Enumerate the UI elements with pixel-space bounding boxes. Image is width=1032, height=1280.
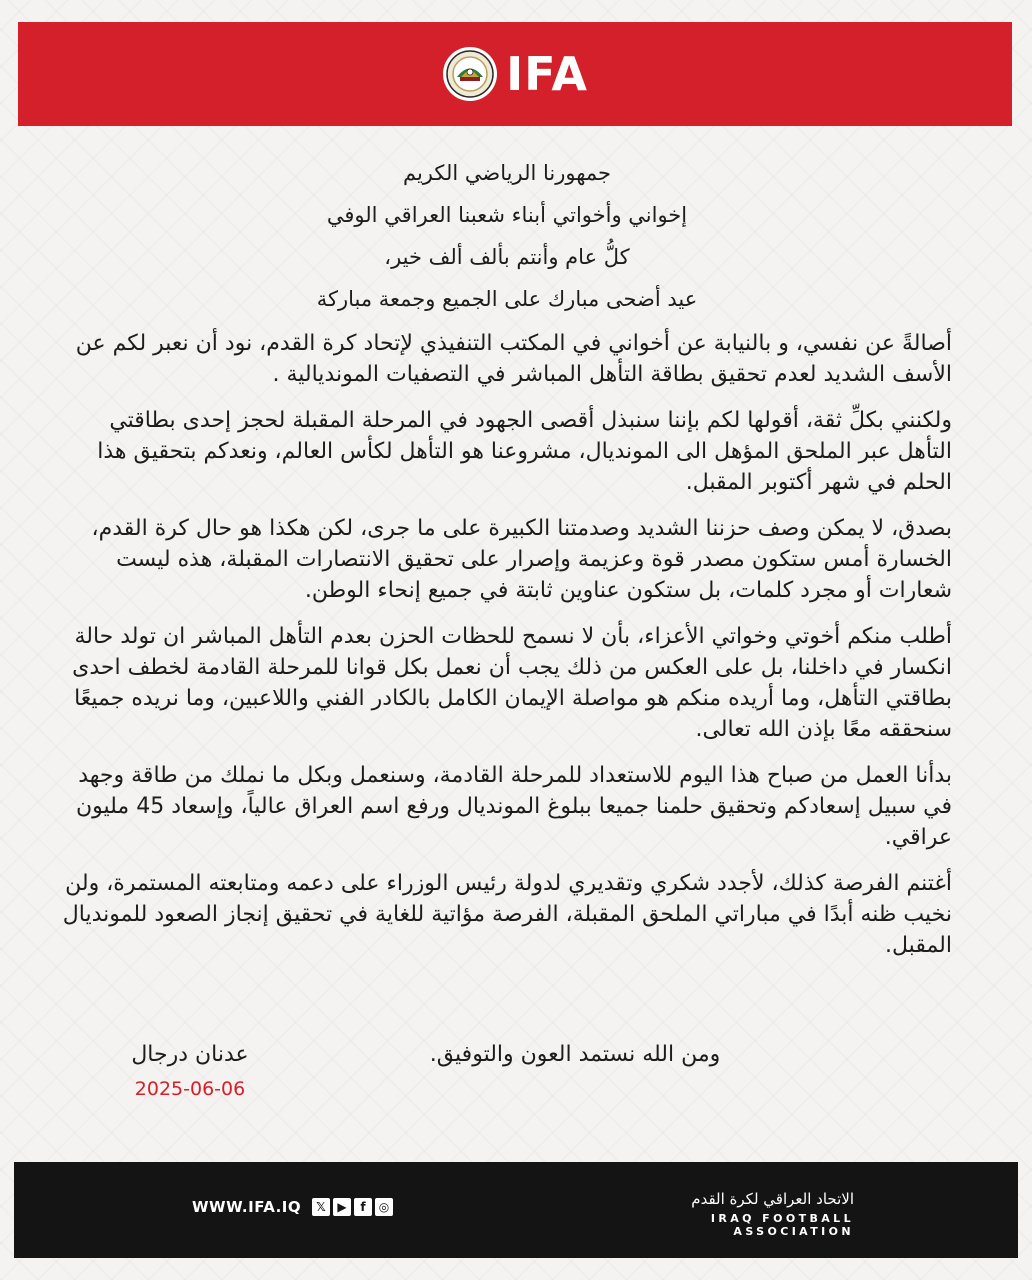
social-links bbox=[312, 1198, 393, 1216]
greeting-line: إخواني وأخواتي أبناء شعبنا العراقي الوفي bbox=[326, 203, 688, 227]
letter-paragraph: أطلب منكم أخوتي وخواتي الأعزاء، بأن لا نسمح للحظات الحزن بعدم التأهل المباشر ان تولد حالة انكسار في داخلنا، بل على العكس من ذلك يجب أن نعمل بكل قوانا للمرحلة القادمة لخطف احدى بطاقتي التأهل، وما أريده منكم هو مواصلة الإيمان الكامل بالكادر الفني واللاعبين، وما نريده جميعًا سنحققه معًا بإذن الله تعالى. bbox=[72, 624, 952, 742]
letter-paragraph: أصالةً عن نفسي، و بالنيابة عن أخواني في المكتب التنفيذي لإتحاد كرة القدم، نود أن نعبر لكم عن الأسف الشديد لعدم تحقيق بطاقة التأهل المباشر في التصفيات المونديالية . bbox=[75, 331, 952, 387]
facebook-icon[interactable]: f bbox=[354, 1198, 372, 1216]
header-banner bbox=[18, 22, 1012, 126]
letter-paragraph: ولكنني بكلِّ ثقة، أقولها لكم بإننا سنبذل أقصى الجهود في المرحلة المقبلة لحجز إحدى بطاقتي التأهل عبر الملحق المؤهل الى المونديال، مشروعنا هو التأهل لكأس العالم، ونعدكم بتحقيق هذا الحلم في شهر أكتوبر المقبل. bbox=[97, 408, 952, 495]
greeting-line: جمهورنا الرياضي الكريم bbox=[402, 161, 612, 185]
logo-text: IFA bbox=[506, 47, 588, 101]
instagram-icon[interactable]: ◎ bbox=[375, 1198, 393, 1216]
association-name-en: IRAQ FOOTBALL ASSOCIATION bbox=[710, 1212, 854, 1238]
ifa-logo bbox=[442, 46, 588, 102]
letter-paragraph: بدأنا العمل من صباح هذا اليوم للاستعداد للمرحلة القادمة، وسنعمل وبكل ما نملك من طاقة وجهد في سبيل إسعادكم وتحقيق حلمنا جميعا ببلوغ المونديال ورفع اسم العراق عالياً، وإسعاد 45 مليون عراقي. bbox=[75, 763, 952, 850]
closing-section bbox=[60, 1040, 960, 1110]
greeting-line: كلُّ عام وأنتم بألف ألف خير، bbox=[384, 245, 630, 269]
letter-body bbox=[62, 160, 952, 976]
association-name-ar: الاتحاد العراقي لكرة القدم bbox=[691, 1190, 854, 1208]
greeting-line: عيد أضحى مبارك على الجميع وجمعة مباركة bbox=[316, 287, 698, 311]
iraq-football-emblem-icon bbox=[442, 46, 498, 102]
association-logo bbox=[594, 1190, 854, 1238]
x-icon[interactable]: 𝕏 bbox=[312, 1198, 330, 1216]
letter-paragraph: بصدق، لا يمكن وصف حزننا الشديد وصدمتنا الكبيرة على ما جرى، لكن هكذا هو حال كرة القدم، الخسارة أمس ستكون مصدر قوة وعزيمة وإصرار على تحقيق الانتصارات المقبلة، هذه ليست شعارات أو مجرد كلمات، بل ستكون عناوين ثابتة في جميع إنحاء الوطن. bbox=[91, 516, 952, 603]
youtube-icon[interactable]: ▶ bbox=[333, 1198, 351, 1216]
closing-line: ومن الله نستمد العون والتوفيق. bbox=[429, 1042, 721, 1067]
footer-bar bbox=[14, 1162, 1018, 1258]
signature-date: 2025-06-06 bbox=[134, 1078, 246, 1100]
website-link[interactable]: WWW.IFA.IQ bbox=[192, 1198, 302, 1216]
letter-paragraph: أغتنم الفرصة كذلك، لأجدد شكري وتقديري لدولة رئيس الوزراء على دعمه ومتابعته المستمرة، ولن نخيب ظنه أبدًا في مباراتي الملحق المقبلة، الفرصة مؤاتية للغاية في تحقيق إنجاز الصعود للمونديال المقبل. bbox=[62, 871, 952, 958]
signature-name: عدنان درجال bbox=[131, 1042, 249, 1067]
